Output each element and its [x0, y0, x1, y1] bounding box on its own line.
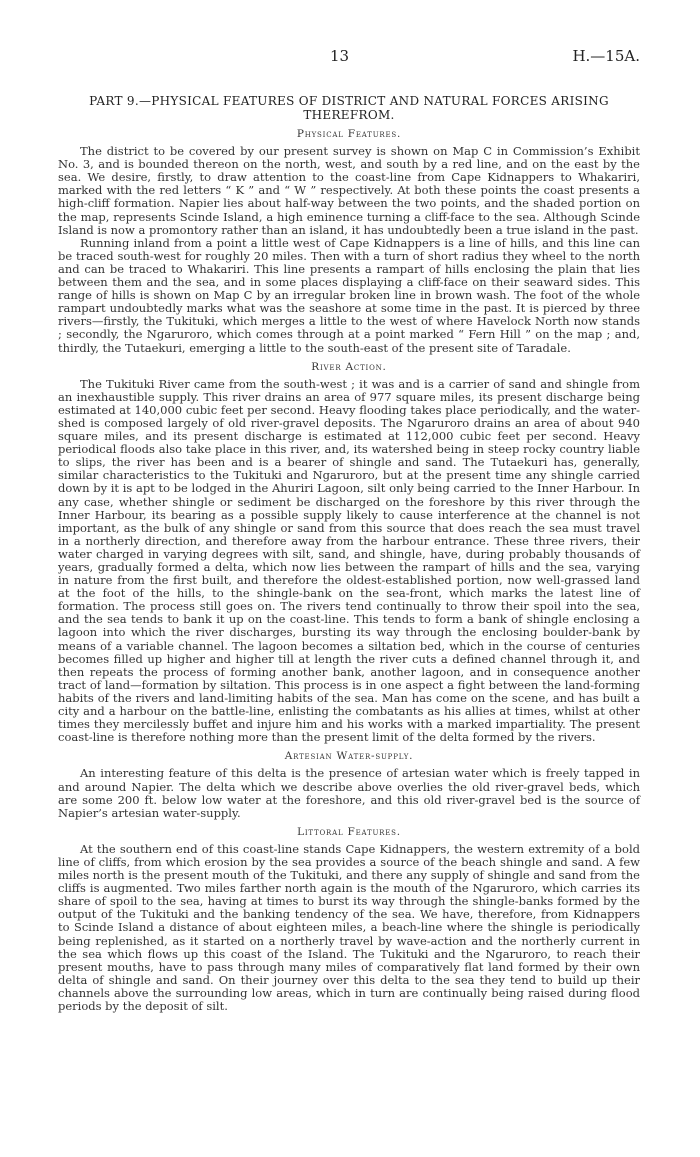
section-heading: River Action.: [311, 360, 387, 373]
paragraph: At the southern end of this coast-line stands Cape Kidnappers, the western extremity of a bold line of cliffs, from which erosion by the sea provides a source of the beach shingle and sand. A few miles north is the present mouth of the Tukituki, and there any supply of shingle and sand from the cliffs is augmented. Two miles farther north again is the mouth of the Ngaruroro, which carries its share of spoil to the sea, having at times to burst its way through the shingle-banks formed by the output of the Tukituki and the banking tendency of the sea. We have, therefore, from Kidnappers to Scinde Island a distance of about eighteen miles, a beach-line where the shingle is periodically being replenished, as it started on a northerly travel by wave-action and the northerly current in the sea which flows up this coast of the Island. The Tukituki and the Ngaruroro, to reach their present mouths, have to pass through many miles of comparatively flat land formed by their own delta of shingle and sand. On their journey over this delta to the sea they tend to build up their channels above the surrounding low areas, which in turn are continually being raised during flood periods by the deposit of silt.: [58, 841, 640, 1013]
paragraph: An interesting feature of this delta is the presence of artesian water which is freely tapped in and around Napier. The delta which we describe above overlies the old river-gravel beds, which are some 200 ft. below low water at the foreshore, and this old river-gravel bed is the source of Napier’s artesian water-supply.: [58, 766, 640, 820]
page-number: 13: [330, 47, 350, 65]
section-physical-features: [58, 128, 640, 355]
section-heading: Artesian Water-supply.: [284, 750, 414, 763]
paragraph: Running inland from a point a little west of Cape Kidnappers is a line of hills, and this line can be traced south-west for roughly 20 miles. Then with a turn of short radius they wheel to the north and can be traced to Whakariri. This line presents a rampart of hills enclosing the plain that lies between them and the sea, and in some places displaying a cliff-face on their seaward sides. This range of hills is shown on Map C by an irregular broken line in brown wash. The foot of the whole rampart undoubtedly marks what was the seashore at some time in the past. It is pierced by three rivers—firstly, the Tukituki, which merges a little to the west of where Havelock North now stands ; secondly, the Ngaruroro, which comes through at a point marked “ Fern Hill ” on the map ; and, thirdly, the Tutaekuri, emerging a little to the south-east of the present site of Taradale.: [58, 235, 640, 355]
paragraph: The district to be covered by our present survey is shown on Map C in Commission’s Exhibit No. 3, and is bounded thereon on the north, west, and south by a red line, and on the east by the sea. We desire, firstly, to draw attention to the coast-line from Cape Kidnappers to Whakariri, marked with the red letters “ K ” and “ W ” respectively. At both these points the coast presents a high-cliff formation. Napier lies about half-way between the two points, and the shaded portion on the map, represents Scinde Island, a high eminence turning a cliff-face to the sea. Although Scinde Island is now a promontory rather than an island, it has undoubtedly been a true island in the past.: [58, 144, 640, 237]
document-reference: H.—15A.: [572, 47, 640, 65]
section-artesian-water-supply: [58, 750, 640, 819]
section-river-action: [58, 361, 640, 745]
page-header: [58, 47, 640, 74]
section-heading: Physical Features.: [296, 128, 402, 140]
paragraph: The Tukituki River came from the south-west ; it was and is a carrier of sand and shingle from an inexhaustible supply. This river drains an area of 977 square miles, its present discharge being estimated at 140,000 cubic feet per second. Heavy flooding takes place periodically, and the water-shed is composed largely of old river-gravel deposits. The Ngaruroro drains an area of about 940 square miles, and its present discharge is estimated at 112,000 cubic feet per second. Heavy periodical floods also take place in this river, and, its watershed being in steep rocky country liable to slips, the river has been and is a bearer of shingle and sand. The Tutaekuri has, generally, similar characteristics to the Tukituki and Ngaruroro, but at the present time any shingle carried down by it is apt to be lodged in the Ahuriri Lagoon, silt only being carried to the Inner Harbour. In any case, whether shingle or sediment be discharged on the foreshore by this river through the Inner Harbour, its bearing as a possible supply likely to cause interference at the channel is not important, as the bulk of any shingle or sand from this source that does reach the sea must travel in a northerly direction, and therefore away from the harbour entrance. These three rivers, their water charged in varying degrees with silt, sand, and shingle, have, during probably thousands of years, gradually formed a delta, which now lies between the rampart of hills and the sea, varying in nature from the first built, and therefore the oldest-established portion, now well-grassed land at the foot of the hills, to the shingle-bank on the sea-front, which marks the latest line of formation. The process still goes on. The rivers tend continually to throw their spoil into the sea, and the sea tends to bank it up on the coast-line. This tends to form a bank of shingle enclosing a lagoon into which the river discharges, bursting its way through the enclosing boulder-bank by means of a variable channel. The lagoon becomes a siltation bed, which in the course of centuries becomes filled up higher and higher till at length the river cuts a defined channel through it, and then repeats the process of forming another bank, another lagoon, and in consequence another tract of land—formation by siltation. This process is in one aspect a fight between the land-forming habits of the rivers and land-limiting habits of the sea. Man has come on the scene, and has built a city and a harbour on the battle-line, enlisting the combatants as his allies at times, whilst at other times they mercilessly buffet and injure him and his works with a marked impartiality. The present coast-line is therefore nothing more than the present limit of the delta formed by the rivers.: [58, 376, 640, 745]
section-heading: Littoral Features.: [297, 825, 401, 838]
part-title: PART 9.—PHYSICAL FEATURES OF DISTRICT AND NATURAL FORCES ARISING THEREFROM.: [89, 94, 609, 122]
section-littoral-features: [58, 826, 640, 1013]
